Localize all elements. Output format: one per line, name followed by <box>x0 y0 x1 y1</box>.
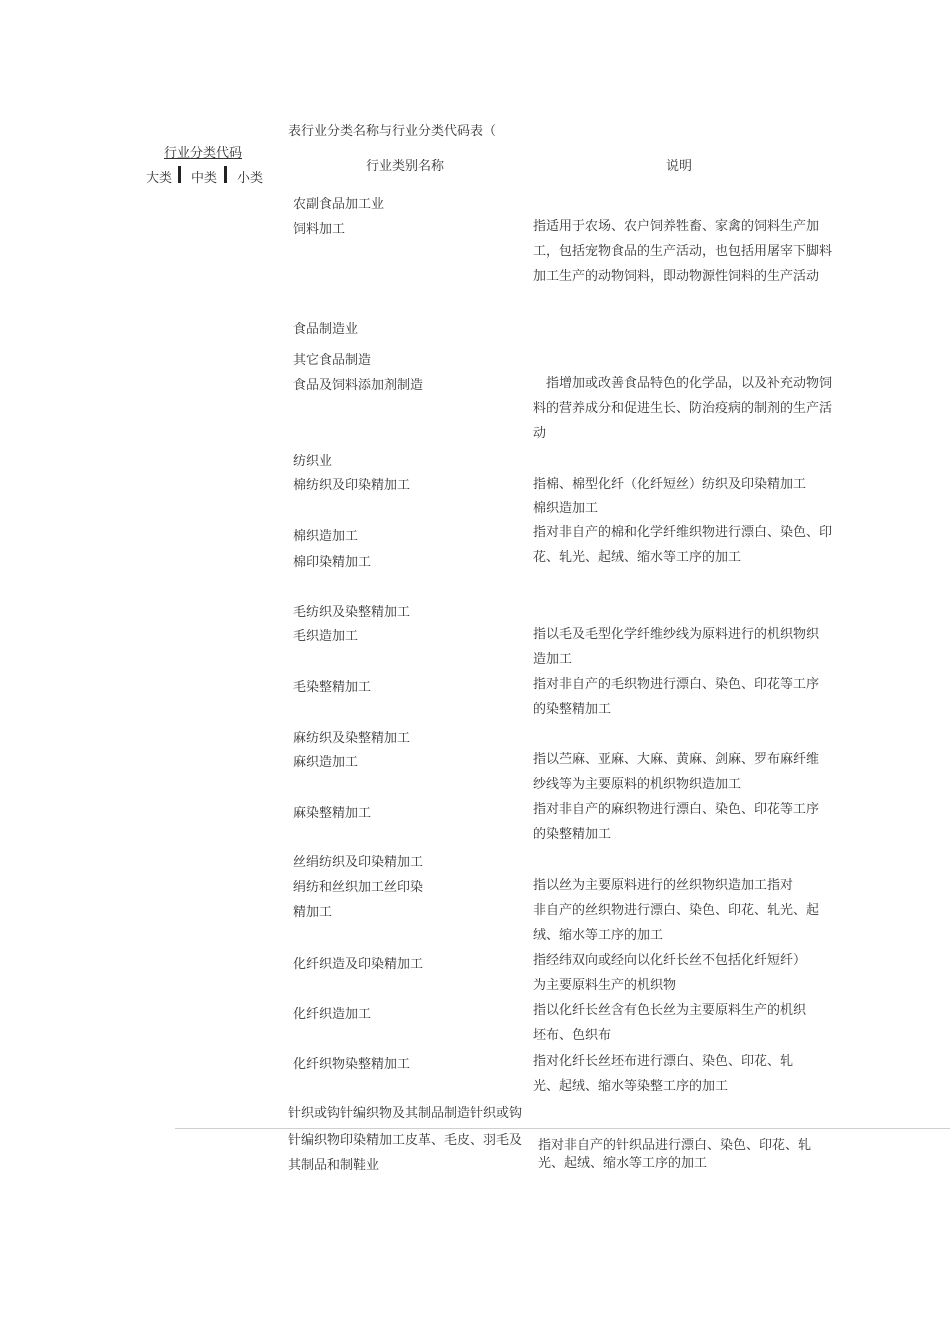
row-name: 棉织造加工 <box>293 529 359 544</box>
description-header: 说明 <box>666 159 693 174</box>
row-description: 指对非自产的毛织物进行漂白、染色、印花等工序的染整精加工 <box>533 677 820 717</box>
major-class-header: 大类 <box>146 171 173 186</box>
row-name: 其它食品制造 <box>293 353 372 368</box>
row-description: 指增加或改善食品特色的化学品，以及补充动物饲料的营养成分和促进生长、防治疫病的制剂的生产活动 <box>533 376 833 441</box>
row-name: 针编织物印染精加工皮革、毛皮、羽毛及 <box>288 1133 523 1148</box>
middle-class-header: 中类 <box>191 171 218 186</box>
row-description: 指以毛及毛型化学纤维纱线为原料进行的机织物织造加工 <box>533 627 820 667</box>
row-name: 精加工 <box>293 905 333 920</box>
row-name: 化纤织物染整精加工 <box>293 1057 411 1072</box>
industry-code-header: 行业分类代码 <box>164 146 243 161</box>
row-name: 棉印染精加工 <box>293 555 372 570</box>
row-description: 指对化纤长丝坯布进行漂白、染色、印花、轧光、起绒、缩水等染整工序的加工 <box>533 1054 794 1094</box>
row-name: 麻纺织及染整精加工 <box>293 731 411 746</box>
row-name: 丝绢纺织及印染精加工 <box>293 855 424 870</box>
row-description: 指适用于农场、农户饲养牲畜、家禽的饲料生产加工，包括宠物食品的生产活动，也包括用屠宰下脚料加工生产的动物饲料，即动物源性饲料的生产活动 <box>533 219 833 284</box>
column-divider <box>178 166 181 183</box>
row-name: 化纤织造及印染精加工 <box>293 957 424 972</box>
row-name: 毛染整精加工 <box>293 680 372 695</box>
row-name: 针织或钩针编织物及其制品制造针织或钩 <box>288 1106 523 1121</box>
row-name: 麻染整精加工 <box>293 806 372 821</box>
row-description: 指以苎麻、亚麻、大麻、黄麻、剑麻、罗布麻纤维纱线等为主要原料的机织物织造加工 <box>533 752 820 792</box>
row-name: 毛纺织及染整精加工 <box>293 605 411 620</box>
row-description: 非自产的丝织物进行漂白、染色、印花、轧光、起绒、缩水等工序的加工 <box>533 903 820 943</box>
column-divider <box>224 166 227 183</box>
row-description: 指对非自产的麻织物进行漂白、染色、印花等工序的染整精加工 <box>533 802 820 842</box>
divider-line <box>175 1128 950 1129</box>
row-name: 食品及饲料添加剂制造 <box>293 378 424 393</box>
row-name: 其制品和制鞋业 <box>288 1158 380 1173</box>
row-name: 化纤织造加工 <box>293 1007 372 1022</box>
row-description: 指棉、棉型化纤（化纤短丝）纺织及印染精加工 <box>533 477 807 492</box>
row-name: 饲料加工 <box>293 222 346 237</box>
row-name: 麻织造加工 <box>293 755 359 770</box>
row-name: 棉纺织及印染精加工 <box>293 478 411 493</box>
row-description: 指以化纤长丝含有色长丝为主要原料生产的机织坯布、色织布 <box>533 1003 807 1043</box>
minor-class-header: 小类 <box>237 171 264 186</box>
row-name: 食品制造业 <box>293 322 359 337</box>
row-name: 绢纺和丝织加工丝印染 <box>293 880 424 895</box>
category-name-header: 行业类别名称 <box>366 159 445 174</box>
row-description: 指经纬双向或经向以化纤长丝不包括化纤短纤）为主要原料生产的机织物 <box>533 953 807 993</box>
row-description: 指对非自产的棉和化学纤维织物进行漂白、染色、印花、轧光、起绒、缩水等工序的加工 <box>533 525 833 565</box>
row-name: 农副食品加工业 <box>293 197 385 212</box>
row-name: 纺织业 <box>293 454 333 469</box>
row-name: 毛织造加工 <box>293 629 359 644</box>
table-title: 表行业分类名称与行业分类代码表（ <box>288 124 497 139</box>
row-description: 指对非自产的针织品进行漂白、染色、印花、轧光、起绒、缩水等工序的加工 <box>538 1138 812 1171</box>
row-description: 棉织造加工 <box>533 501 599 516</box>
row-description: 指以丝为主要原料进行的丝织物织造加工指对 <box>533 878 794 893</box>
